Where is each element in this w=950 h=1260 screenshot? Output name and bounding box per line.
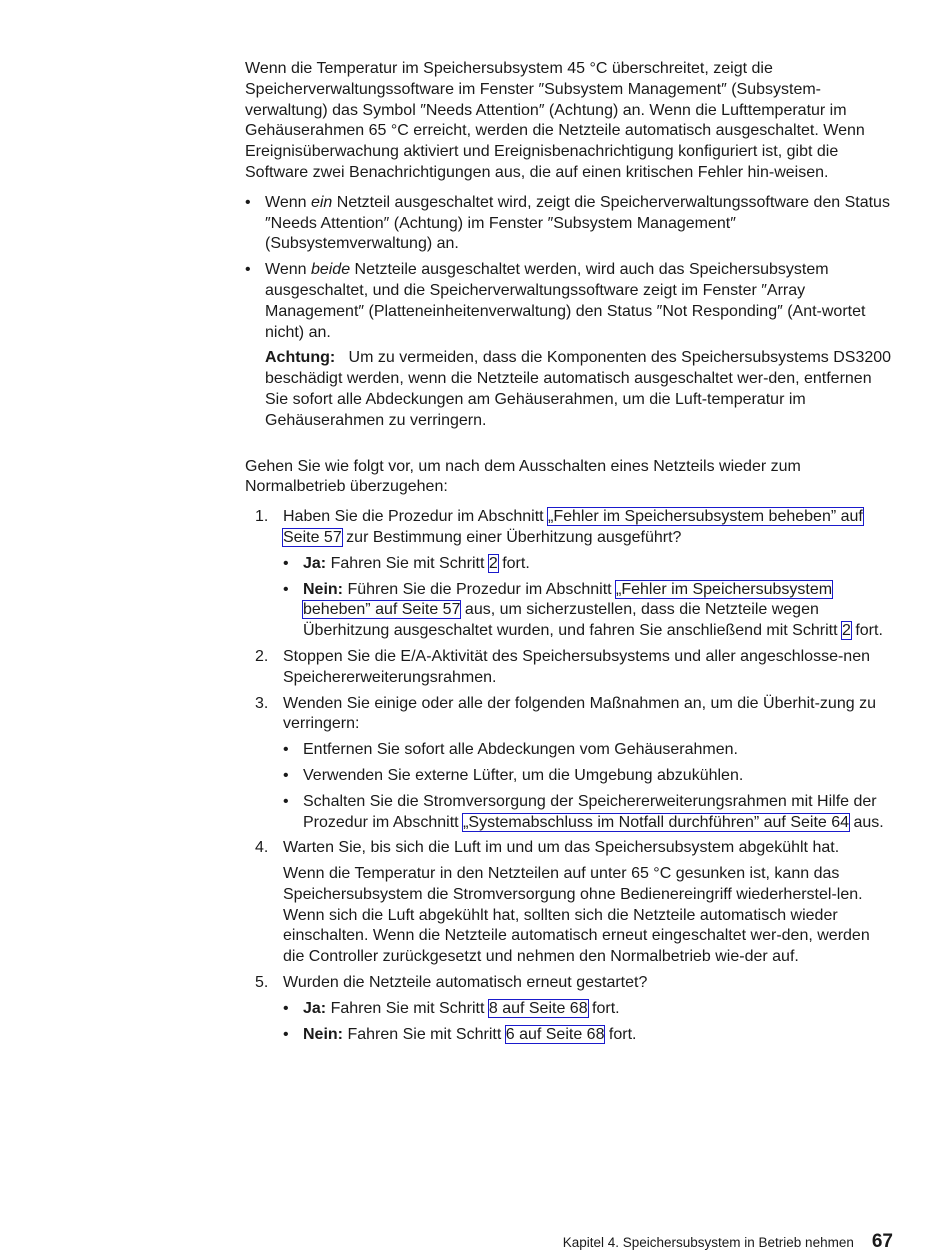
bullet-text-pre: Wenn <box>265 193 311 211</box>
sub-text: Verwenden Sie externe Lüfter, um die Umgebung abzukühlen. <box>303 766 744 784</box>
step-text: Haben Sie die Prozedur im Abschnitt <box>283 508 549 526</box>
nein-label: Nein: <box>303 1025 343 1043</box>
attention-text: Um zu vermeiden, dass die Komponenten des Speichersubsystems DS3200 beschädigt werden, wenn die Netzteile automatisch ausgeschaltet wer-den, entfernen Sie sofort alle Abdeckungen am Gehäuserahmen, um die Luft-temperatur im Gehäuserahmen zu verringern. <box>265 349 892 429</box>
step-text: Warten Sie, bis sich die Luft im und um das Speichersubsystem abgekühlt hat. <box>283 839 840 857</box>
page-footer <box>563 1231 893 1253</box>
bullet-both-supplies <box>245 260 895 431</box>
step-3-item-a <box>283 740 895 761</box>
link-fehler-beheben[interactable]: „Fehler im Speichersubsystem beheben” auf Seite 57 <box>303 580 833 619</box>
bullet-dot: • <box>283 766 289 784</box>
bullet-dot: • <box>245 261 251 279</box>
step-1-nein <box>283 580 895 642</box>
sub-text: Führen Sie die Prozedur im Abschnitt <box>343 580 617 598</box>
step-text: Wurden die Netzteile automatisch erneut gestartet? <box>283 974 648 992</box>
attention-note <box>265 348 895 431</box>
intro-paragraph: Wenn die Temperatur im Speichersubsystem 45 °C überschreitet, zeigt die Speicherverwaltungssoftware im Fenster ″Subsystem Management″ (Subsystem-verwaltung) das Symbol ″Needs Attention″ (Achtung) an. Wenn die Lufttemperatur im Gehäuserahmen 65 °C erreicht, werden die Netzteile automatisch ausgeschaltet. Wenn Ereignisüberwachung aktiviert und Ereignisbenachrichtigung konfiguriert ist, gibt die Software zwei Benachrichtigungen aus, die auf einen kritischen Fehler hin-weisen. <box>245 60 865 181</box>
step-2 <box>245 647 895 689</box>
link-step-6[interactable]: 6 auf Seite 68 <box>505 1025 605 1043</box>
step-number: 4. <box>255 839 269 857</box>
step-3-item-b <box>283 766 895 787</box>
step-3 <box>245 694 895 834</box>
sub-text: fort. <box>604 1025 637 1043</box>
ja-label: Ja: <box>303 999 327 1017</box>
bullet-emphasis: ein <box>310 193 333 211</box>
step-5 <box>245 973 895 1045</box>
step-4-detail: Wenn die Temperatur in den Netzteilen auf unter 65 °C gesunken ist, kann das Speichersubsystem die Stromversorgung ohne Bedienereingriff wiederherstel-len. Wenn sich die Luft abgekühlt hat, sollten sich die Netzteile automatisch wieder einschalten. Wenn die Netzteile automatisch erneut eingeschaltet wer-den, werden die Controller zurückgesetzt und nehmen den Normalbetrieb wie-der auf. <box>283 865 870 966</box>
bullet-emphasis: beide <box>310 261 351 279</box>
sub-text: fort. <box>497 554 530 572</box>
step-text: zur Bestimmung einer Überhitzung ausgeführt? <box>341 528 682 546</box>
bullet-dot: • <box>283 741 289 759</box>
step-text: Wenden Sie einige oder alle der folgenden Maßnahmen an, um die Überhit-zung zu verringern: <box>283 694 876 733</box>
sub-text: Fahren Sie mit Schritt <box>326 554 489 572</box>
sub-text: fort. <box>850 622 883 640</box>
sub-text: fort. <box>587 999 620 1017</box>
bullet-dot: • <box>283 999 289 1017</box>
step-5-nein <box>283 1025 895 1046</box>
step-1-ja <box>283 554 895 575</box>
attention-label: Achtung: <box>265 349 336 367</box>
sub-text: aus. <box>849 813 884 831</box>
ja-label: Ja: <box>303 554 327 572</box>
step-number: 5. <box>255 974 269 992</box>
sub-text: Fahren Sie mit Schritt <box>343 1025 506 1043</box>
step-5-ja <box>283 999 895 1020</box>
step-number: 3. <box>255 694 269 712</box>
chapter-title: Kapitel 4. Speichersubsystem in Betrieb nehmen <box>562 1235 854 1250</box>
step-1 <box>245 507 895 642</box>
bullet-dot: • <box>245 193 251 211</box>
step-number: 2. <box>255 647 269 665</box>
bullet-dot: • <box>283 792 289 810</box>
sub-text: Fahren Sie mit Schritt <box>326 999 489 1017</box>
sub-text: Schalten Sie die Stromversorgung der Speichererweiterungsrahmen mit Hilfe der Prozedur im Abschnitt <box>303 792 877 831</box>
bullet-dot: • <box>283 554 289 572</box>
link-systemabschluss[interactable]: „Systemabschluss im Notfall durchführen” auf Seite 64 <box>463 813 850 831</box>
page-body <box>245 59 895 1050</box>
bullet-text-post: Netzteile ausgeschaltet werden, wird auch das Speichersubsystem ausgeschaltet, und die Speicherverwaltungssoftware zeigt im Fenster ″Array Management″ (Platteneinheitenverwaltung) den Status ″Not Responding″ (Ant-wortet nicht) an. <box>265 261 866 341</box>
sub-text: Entfernen Sie sofort alle Abdeckungen vom Gehäuserahmen. <box>303 741 738 759</box>
link-step-2[interactable]: 2 <box>488 554 498 572</box>
step-number: 1. <box>255 508 269 526</box>
bullet-text-pre: Wenn <box>265 261 311 279</box>
step-text: Stoppen Sie die E/A-Aktivität des Speichersubsystems und aller angeschlosse-nen Speichererweiterungsrahmen. <box>283 647 870 686</box>
link-step-8[interactable]: 8 auf Seite 68 <box>488 999 588 1017</box>
link-step-2[interactable]: 2 <box>841 622 851 640</box>
step-4 <box>245 838 895 968</box>
link-fehler-beheben[interactable]: „Fehler im Speichersubsystem beheben” auf Seite 57 <box>283 508 863 546</box>
bullet-one-supply <box>245 193 895 255</box>
bullet-dot: • <box>283 580 289 598</box>
sub-text: aus, um sicherzustellen, dass die Netzteile wegen Überhitzung ausgeschaltet wurden, und fahren Sie anschließend mit Schritt <box>303 601 842 640</box>
step-3-item-c <box>283 792 895 834</box>
page-number: 67 <box>871 1231 893 1252</box>
nein-label: Nein: <box>303 580 343 598</box>
bullet-dot: • <box>283 1025 289 1043</box>
steps-intro: Gehen Sie wie folgt vor, um nach dem Ausschalten eines Netzteils wieder zum Normalbetrieb überzugehen: <box>245 457 801 496</box>
bullet-text-post: Netzteil ausgeschaltet wird, zeigt die Speicherverwaltungssoftware den Status ″Needs Attention″ (Achtung) im Fenster ″Subsystem Management″ (Subsystemverwaltung) an. <box>265 193 890 253</box>
